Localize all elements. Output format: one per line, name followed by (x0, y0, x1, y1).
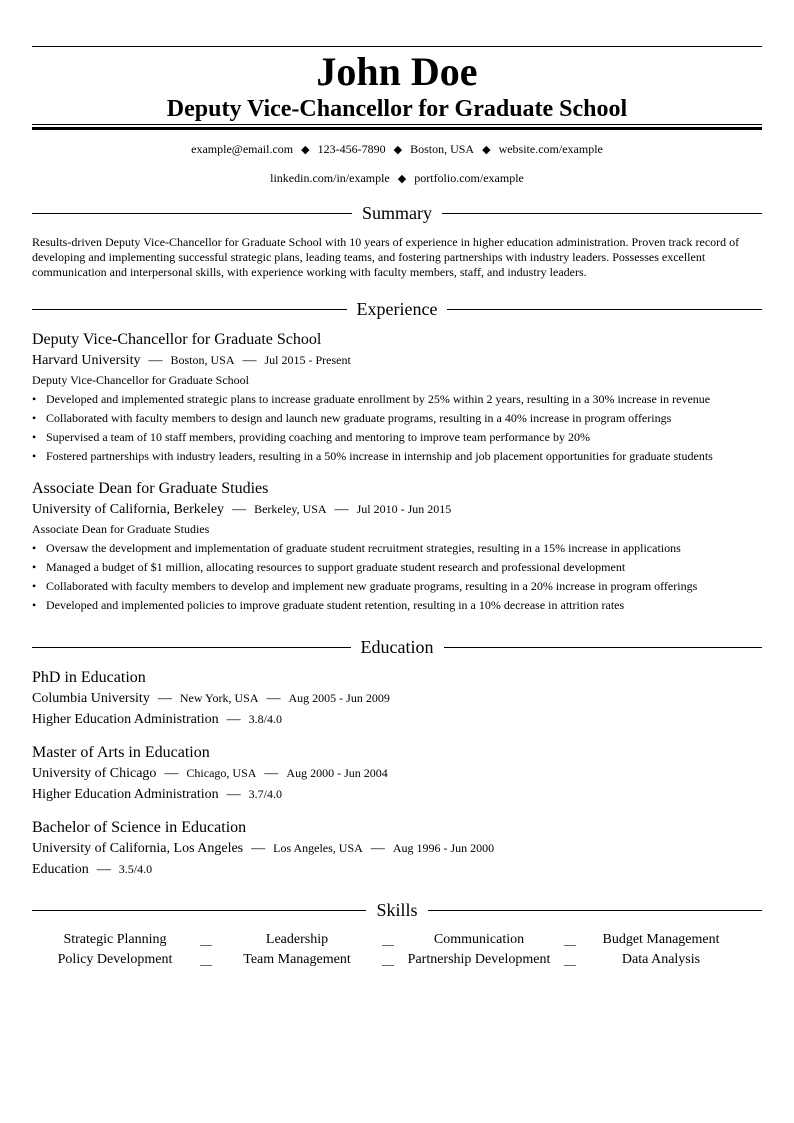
section-title: Summary (362, 203, 432, 223)
list-item (32, 409, 762, 428)
contact-location: Boston, USA (410, 142, 475, 156)
edu-location: Los Angeles, USA (273, 841, 363, 855)
section-experience-heading (32, 297, 762, 321)
top-rule (32, 46, 762, 47)
contact-email[interactable]: example@email.com (191, 142, 294, 156)
skill-item: Budget Management (602, 932, 720, 947)
bullet-text: Collaborated with faculty members to design and launch new graduate programs, resulting in a 40% increase in program offerings (46, 411, 672, 425)
dash-separator: — (226, 712, 241, 727)
skill-item: Data Analysis (621, 952, 701, 967)
job-dates: Jul 2010 - Jun 2015 (356, 502, 452, 516)
bullet-icon: • (32, 430, 37, 444)
skills-row (32, 930, 762, 950)
list-item (32, 577, 762, 596)
job-location: Boston, USA (170, 353, 235, 367)
edu-field-name: Higher Education Administration (32, 712, 219, 727)
bullet-icon: • (32, 579, 37, 593)
skill-separator: __ (564, 933, 576, 947)
contact-website[interactable]: website.com/example (498, 142, 603, 156)
experience-entry (32, 478, 762, 615)
section-title: Education (360, 637, 434, 657)
edu-gpa: 3.7/4.0 (248, 787, 282, 801)
diamond-icon: ◆ (393, 144, 403, 156)
list-item (32, 390, 762, 409)
skill-separator: __ (200, 953, 212, 967)
dash-separator: — (226, 787, 241, 802)
job-meta (32, 350, 762, 371)
bullet-icon: • (32, 598, 37, 612)
skill-separator: __ (382, 933, 394, 947)
contact-portfolio[interactable]: portfolio.com/example (414, 171, 524, 185)
edu-location: Chicago, USA (186, 766, 257, 780)
job-location: Berkeley, USA (254, 502, 327, 516)
edu-school: University of Chicago (32, 766, 157, 781)
skill-item: Strategic Planning (63, 932, 167, 947)
job-dates: Jul 2015 - Present (264, 353, 351, 367)
bullet-text: Developed and implemented policies to improve graduate student retention, resulting in a 10% decrease in attrition rates (46, 598, 625, 612)
skill-separator: __ (382, 953, 394, 967)
dash-separator: — (96, 862, 111, 877)
summary-text: Results-driven Deputy Vice-Chancellor for Graduate School with 10 years of experience in higher education administration. Proven track record of developing and implementing successful strategic plans, leading teams, and fostering partnerships with industry leaders. Possesses excellent communication and interpersonal skills, with experience working with faculty members, staff, and industry leaders. (32, 235, 740, 279)
header-divider (32, 124, 762, 130)
contact-linkedin[interactable]: linkedin.com/in/example (270, 171, 390, 185)
edu-meta (32, 838, 762, 859)
job-bullets (32, 539, 762, 615)
dash-separator: — (266, 691, 281, 706)
edu-gpa: 3.8/4.0 (248, 712, 282, 726)
candidate-title: Deputy Vice-Chancellor for Graduate School (166, 96, 628, 122)
edu-field (32, 859, 762, 880)
edu-location: New York, USA (179, 691, 259, 705)
degree: PhD in Education (32, 669, 146, 686)
dash-separator: — (334, 502, 349, 517)
bullet-icon: • (32, 541, 37, 555)
education-entry (32, 817, 762, 880)
edu-school: Columbia University (32, 691, 150, 706)
bullet-text: Managed a budget of $1 million, allocating resources to support graduate student research and professional development (46, 560, 626, 574)
list-item (32, 558, 762, 577)
dash-separator: — (370, 841, 385, 856)
bullet-text: Supervised a team of 10 staff members, providing coaching and mentoring to improve team performance by 20% (46, 430, 590, 444)
edu-school: University of California, Los Angeles (32, 841, 244, 856)
contact-line-2 (32, 164, 762, 193)
skill-separator: __ (564, 953, 576, 967)
job-role: Deputy Vice-Chancellor for Graduate School (32, 373, 249, 387)
edu-meta (32, 688, 762, 709)
dash-separator: — (164, 766, 179, 781)
skill-separator: __ (200, 933, 212, 947)
edu-field (32, 709, 762, 730)
list-item (32, 447, 762, 466)
contact-line-1 (32, 135, 762, 164)
diamond-icon: ◆ (301, 144, 310, 156)
dash-separator: — (232, 502, 247, 517)
edu-meta (32, 763, 762, 784)
job-org: University of California, Berkeley (32, 502, 225, 517)
section-education-heading (32, 635, 762, 659)
job-title: Associate Dean for Graduate Studies (32, 480, 269, 497)
job-org: Harvard University (32, 353, 141, 368)
section-title: Experience (356, 299, 438, 319)
edu-field-name: Education (32, 862, 89, 877)
dash-separator: — (148, 353, 163, 368)
resume-page (32, 46, 762, 970)
edu-gpa: 3.5/4.0 (118, 862, 153, 876)
diamond-icon: ◆ (397, 173, 407, 185)
job-meta (32, 499, 762, 520)
bullet-text: Collaborated with faculty members to develop and implement new graduate programs, resulting in a 20% increase in program offerings (46, 579, 698, 593)
degree: Bachelor of Science in Education (32, 819, 247, 836)
contact-info (32, 135, 762, 193)
job-bullets (32, 390, 762, 466)
skill-item: Team Management (243, 952, 351, 967)
skill-item: Policy Development (57, 952, 173, 967)
section-skills-heading (32, 898, 762, 922)
education-entry (32, 742, 762, 805)
edu-field (32, 784, 762, 805)
bullet-text: Fostered partnerships with industry leaders, resulting in a 50% increase in internship and job placement opportunities for graduate students (46, 449, 713, 463)
dash-separator: — (251, 841, 266, 856)
dash-separator: — (242, 353, 257, 368)
skills-row (32, 950, 762, 970)
edu-dates: Aug 2005 - Jun 2009 (288, 691, 390, 705)
section-title: Skills (376, 900, 418, 920)
bullet-icon: • (32, 392, 37, 406)
bullet-icon: • (32, 411, 37, 425)
section-summary-heading (32, 201, 762, 225)
experience-entry (32, 329, 762, 466)
contact-phone[interactable]: 123-456-7890 (317, 142, 386, 156)
skill-item: Communication (433, 932, 525, 947)
bullet-icon: • (32, 560, 37, 574)
job-role: Associate Dean for Graduate Studies (32, 522, 210, 536)
skill-item: Partnership Development (407, 952, 551, 967)
diamond-icon: ◆ (482, 144, 491, 156)
skill-item: Leadership (265, 932, 329, 947)
list-item (32, 596, 762, 615)
candidate-name: John Doe (316, 49, 478, 94)
skills-grid (32, 930, 762, 970)
job-title: Deputy Vice-Chancellor for Graduate School (32, 331, 322, 348)
edu-field-name: Higher Education Administration (32, 787, 219, 802)
list-item (32, 539, 762, 558)
list-item (32, 428, 762, 447)
edu-dates: Aug 2000 - Jun 2004 (286, 766, 388, 780)
dash-separator: — (157, 691, 172, 706)
degree: Master of Arts in Education (32, 744, 210, 761)
dash-separator: — (264, 766, 279, 781)
education-entry (32, 667, 762, 730)
edu-dates: Aug 1996 - Jun 2000 (392, 841, 495, 855)
bullet-text: Oversaw the development and implementation of graduate student recruitment strategies, resulting in a 15% increase in applications (46, 541, 681, 555)
bullet-icon: • (32, 449, 37, 463)
bullet-text: Developed and implemented strategic plans to increase graduate enrollment by 25% within 2 years, resulting in a 30% increase in revenue (46, 392, 711, 406)
